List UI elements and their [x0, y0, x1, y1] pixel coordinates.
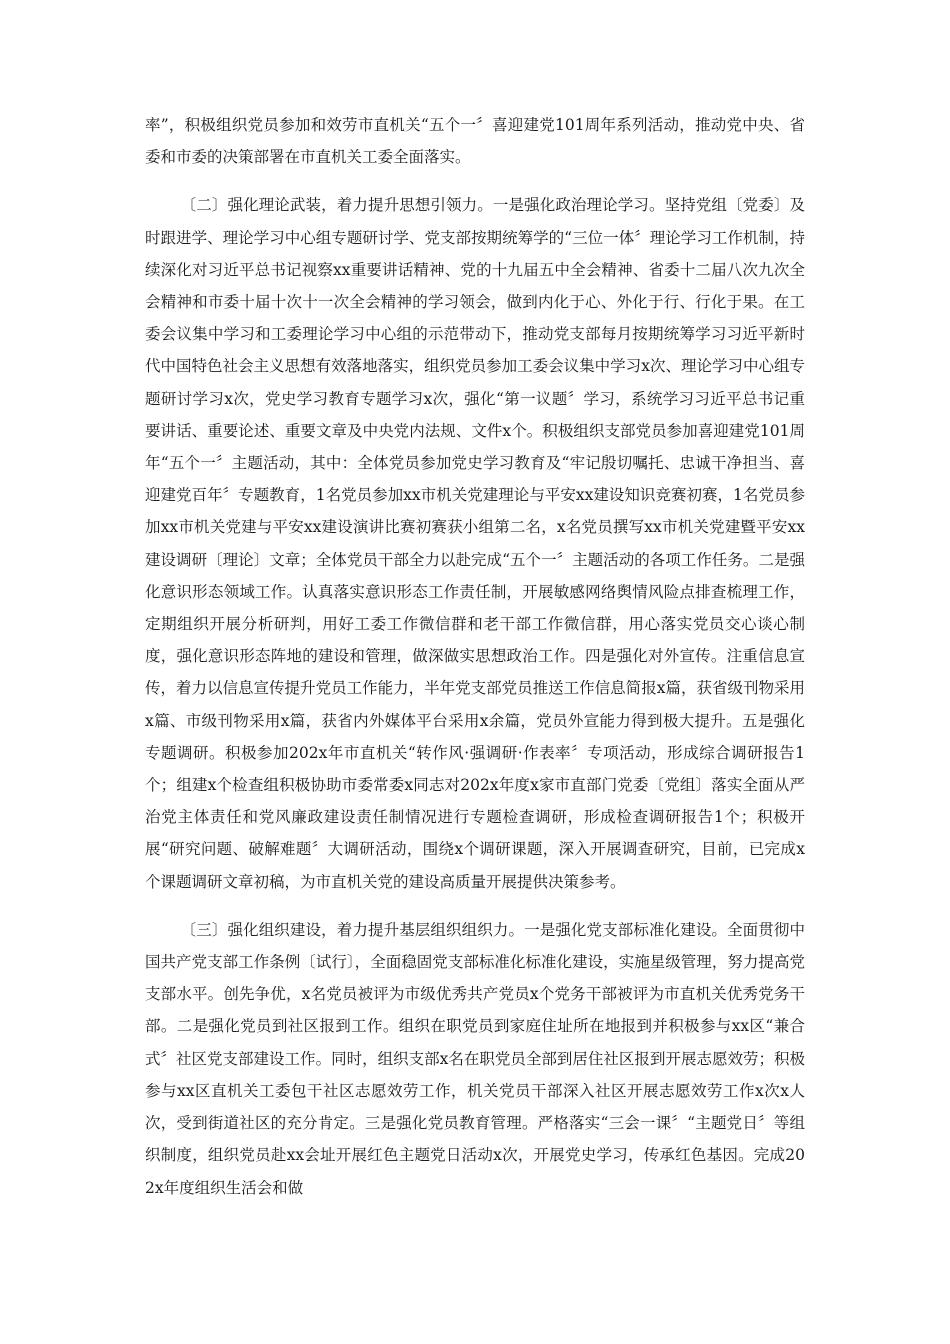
document-body — [145, 109, 805, 1204]
paragraph-section-2: 〔二〕强化理论武装，着力提升思想引领力。一是强化政治理论学习。坚持党组〔党委〕及时跟进学、理论学习中心组专题研讨学、党支部按期统筹学的“三位一体〞理论学习工作机制，持续深化对习近平总书记视察xx重要讲话精神、党的十九届五中全会精神、省委十二届八次九次全会精神和市委十届十次十一次全会精神的学习领会，做到内化于心、外化于行、行化于果。在工委会议集中学习和工委理论学习中心组的示范带动下，推动党支部每月按期统筹学习习近平新时代中国特色社会主义思想有效落地落实，组织党员参加工委会议集中学习x次、理论学习中心组专题研讨学习x次，党史学习教育专题学习x次，强化“第一议题〞学习，系统学习习近平总书记重要讲话、重要论述、重要文章及中央党内法规、文件x个。积极组织支部党员参加喜迎建党101周年“五个一〞主题活动，其中：全体党员参加党史学习教育及“牢记殷切嘱托、忠诚干净担当、喜迎建党百年〞专题教育，1名党员参加xx市机关党建理论与平安xx建设知识竞赛初赛，1名党员参加xx市机关党建与平安xx建设演讲比赛初赛获小组第二名，x名党员撰写xx市机关党建暨平安xx建设调研〔理论〕文章；全体党员干部全力以赴完成“五个一〞主题活动的各项工作任务。二是强化意识形态领域工作。认真落实意识形态工作责任制，开展敏感网络舆情风险点排查梳理工作，定期组织开展分析研判，用好工委工作微信群和老干部工作微信群，用心落实党员交心谈心制度，强化意识形态阵地的建设和管理，做深做实思想政治工作。四是强化对外宣传。注重信息宣传，着力以信息宣传提升党员工作能力，半年党支部党员推送工作信息简报x篇，获省级刊物采用x篇、市级刊物采用x篇，获省内外媒体平台采用x余篇，党员外宣能力得到极大提升。五是强化专题调研。积极参加202x年市直机关“转作风·强调研·作表率〞专项活动，形成综合调研报告1个；组建x个检查组积极协助市委常委x同志对202x年度x家市直部门党委〔党组〕落实全面从严治党主体责任和党风廉政建设责任制情况进行专题检查调研，形成检查调研报告1个；积极开展“研究问题、破解难题〞大调研活动，围绕x个调研课题，深入开展调查研究，目前，已完成x个课题调研文章初稿，为市直机关党的建设高质量开展提供决策参考。 — [145, 196, 805, 891]
paragraph-gap — [145, 898, 805, 914]
paragraph-continuation: 率”，积极组织党员参加和效劳市直机关“五个一〞喜迎建党101周年系列活动，推动党中央、省委和市委的决策部署在市直机关工委全面落实。 — [145, 116, 805, 167]
paragraph-gap — [145, 173, 805, 189]
paragraph-section-3: 〔三〕强化组织建设，着力提升基层组织组织力。一是强化党支部标准化建设。全面贯彻中国共产党支部工作条例〔试行〕，全面稳固党支部标准化标准化建设，实施星级管理，努力提高党支部水平。创先争优，x名党员被评为市级优秀共产党员x个党务干部被评为市直机关优秀党务干部。二是强化党员到社区报到工作。组织在职党员到家庭住址所在地报到并积极参与xx区“兼合式〞社区党支部建设工作。同时，组织支部x名在职党员全部到居住社区报到开展志愿效劳；积极参与xx区直机关工委包干社区志愿效劳工作，机关党员干部深入社区开展志愿效劳工作x次x人次，受到街道社区的充分肯定。三是强化党员教育管理。严格落实“三会一课〞“主题党日〞等组织制度，组织党员赴xx会址开展红色主题党日活动x次，开展党史学习，传承红色基因。完成202x年度组织生活会和做 — [145, 920, 806, 1197]
